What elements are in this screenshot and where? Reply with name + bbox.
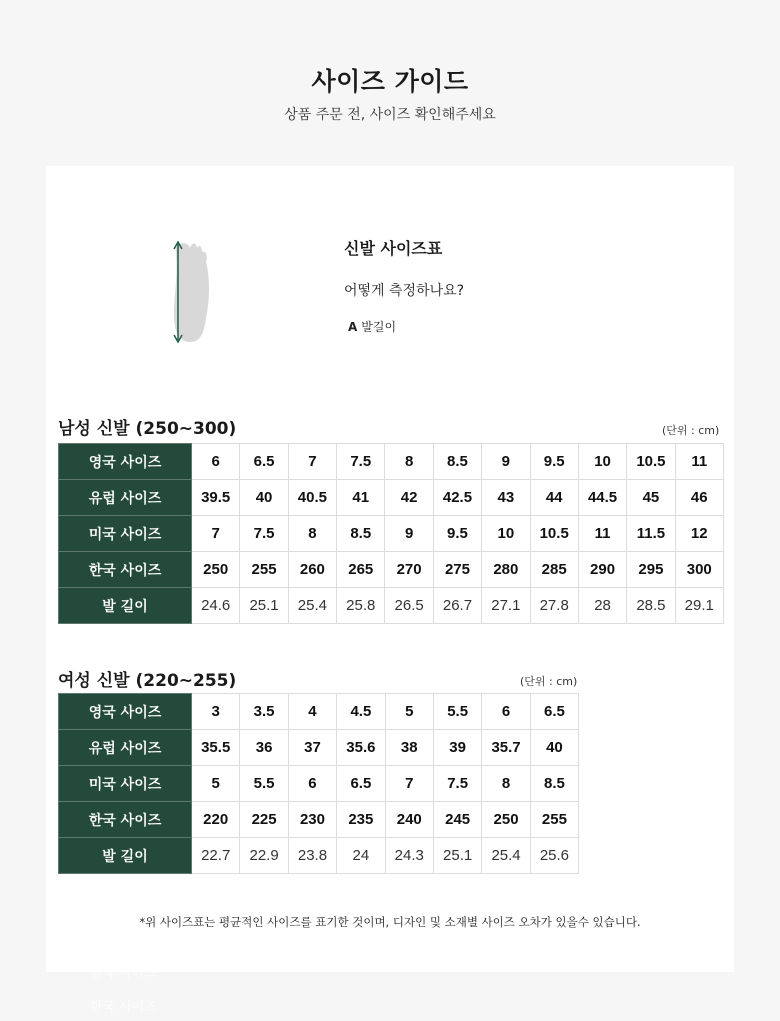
size-cell: 28.5	[627, 588, 675, 624]
size-cell: 39.5	[192, 480, 240, 516]
size-cell: 22.7	[192, 838, 240, 874]
men-size-table	[58, 443, 724, 624]
size-cell: 7.5	[433, 766, 481, 802]
size-cell: 5	[192, 766, 240, 802]
chart-title: 신발 사이즈표	[344, 239, 443, 258]
men-section-title: 남성 신발 (250~300)	[58, 419, 237, 439]
size-cell: 4	[288, 694, 336, 730]
row-header: 영국 사이즈	[59, 694, 192, 730]
size-cell: 10.5	[530, 516, 578, 552]
size-cell: 6.5	[530, 694, 578, 730]
size-cell: 7.5	[337, 444, 385, 480]
size-cell: 245	[433, 802, 481, 838]
size-cell: 27.8	[530, 588, 578, 624]
size-cell: 265	[337, 552, 385, 588]
size-cell: 9	[482, 444, 530, 480]
size-cell: 24.6	[192, 588, 240, 624]
size-cell: 6	[482, 694, 530, 730]
table-row	[59, 444, 724, 480]
size-cell: 9.5	[530, 444, 578, 480]
row-header: 한국 사이즈	[59, 552, 192, 588]
size-cell: 44.5	[578, 480, 626, 516]
size-cell: 26.7	[433, 588, 481, 624]
size-cell: 46	[675, 480, 723, 516]
size-cell: 300	[675, 552, 723, 588]
measure-legend	[348, 318, 396, 335]
foot-length-icon	[166, 238, 226, 348]
table-row	[59, 838, 579, 874]
size-cell: 12	[675, 516, 723, 552]
size-cell: 35.7	[482, 730, 530, 766]
legend-label: 발길이	[361, 320, 397, 334]
table-row	[59, 694, 579, 730]
size-cell: 45	[627, 480, 675, 516]
footnote: *위 사이즈표는 평균적인 사이즈를 표기한 것이며, 디자인 및 소재별 사이즈 오차가 있을수 있습니다.	[139, 915, 641, 929]
size-cell: 8.5	[337, 516, 385, 552]
size-cell: 3	[192, 694, 240, 730]
size-cell: 25.8	[337, 588, 385, 624]
size-cell: 8.5	[433, 444, 481, 480]
size-cell: 230	[288, 802, 336, 838]
size-cell: 255	[530, 802, 578, 838]
size-cell: 7	[385, 766, 433, 802]
row-header: 유럽 사이즈	[59, 730, 192, 766]
row-header: 한국 사이즈	[59, 802, 192, 838]
row-header: 미국 사이즈	[59, 766, 192, 802]
size-cell: 7	[192, 516, 240, 552]
size-cell: 275	[433, 552, 481, 588]
size-cell: 6.5	[240, 444, 288, 480]
women-size-table	[58, 693, 579, 874]
size-cell: 260	[288, 552, 336, 588]
size-cell: 11.5	[627, 516, 675, 552]
size-cell: 225	[240, 802, 288, 838]
size-cell: 10	[482, 516, 530, 552]
size-cell: 280	[482, 552, 530, 588]
size-cell: 36	[240, 730, 288, 766]
size-cell: 295	[627, 552, 675, 588]
size-cell: 24.3	[385, 838, 433, 874]
row-header: 영국 사이즈	[59, 444, 192, 480]
size-cell: 28	[578, 588, 626, 624]
women-unit-label: (단위 : cm)	[520, 675, 578, 688]
size-cell: 42.5	[433, 480, 481, 516]
table-row	[59, 588, 724, 624]
row-header: 발 길이	[59, 588, 192, 624]
size-cell: 8	[385, 444, 433, 480]
page-title: 사이즈 가이드	[311, 67, 469, 96]
women-section-title: 여성 신발 (220~255)	[58, 671, 237, 691]
size-cell: 5.5	[433, 694, 481, 730]
size-cell: 8	[482, 766, 530, 802]
size-cell: 37	[288, 730, 336, 766]
table-row	[59, 802, 579, 838]
row-header: 발 길이	[59, 838, 192, 874]
size-cell: 270	[385, 552, 433, 588]
size-cell: 255	[240, 552, 288, 588]
size-cell: 41	[337, 480, 385, 516]
table-row	[59, 766, 579, 802]
size-cell: 10.5	[627, 444, 675, 480]
men-unit-label: (단위 : cm)	[662, 424, 720, 437]
legend-letter: A	[348, 320, 358, 334]
size-cell: 8.5	[530, 766, 578, 802]
row-header: 유럽 사이즈	[59, 480, 192, 516]
size-cell: 7.5	[240, 516, 288, 552]
size-cell: 6	[288, 766, 336, 802]
size-cell: 8	[288, 516, 336, 552]
size-cell: 25.6	[530, 838, 578, 874]
size-cell: 38	[385, 730, 433, 766]
table-row	[59, 480, 724, 516]
size-cell: 235	[337, 802, 385, 838]
size-cell: 10	[578, 444, 626, 480]
size-cell: 6.5	[337, 766, 385, 802]
size-cell: 290	[578, 552, 626, 588]
size-cell: 44	[530, 480, 578, 516]
row-header: 미국 사이즈	[59, 516, 192, 552]
size-cell: 4.5	[337, 694, 385, 730]
size-cell: 25.1	[433, 838, 481, 874]
size-cell: 9.5	[433, 516, 481, 552]
page-subtitle: 상품 주문 전, 사이즈 확인해주세요	[284, 107, 496, 123]
size-cell: 6	[192, 444, 240, 480]
size-cell: 5.5	[240, 766, 288, 802]
size-cell: 42	[385, 480, 433, 516]
size-cell: 40.5	[288, 480, 336, 516]
size-cell: 40	[530, 730, 578, 766]
size-cell: 22.9	[240, 838, 288, 874]
size-cell: 25.4	[288, 588, 336, 624]
size-cell: 26.5	[385, 588, 433, 624]
table-row	[59, 552, 724, 588]
size-cell: 9	[385, 516, 433, 552]
size-cell: 11	[675, 444, 723, 480]
size-cell: 27.1	[482, 588, 530, 624]
size-cell: 3.5	[240, 694, 288, 730]
size-cell: 43	[482, 480, 530, 516]
size-cell: 29.1	[675, 588, 723, 624]
size-cell: 39	[433, 730, 481, 766]
size-cell: 250	[192, 552, 240, 588]
size-cell: 11	[578, 516, 626, 552]
size-cell: 25.1	[240, 588, 288, 624]
table-row	[59, 730, 579, 766]
size-cell: 220	[192, 802, 240, 838]
size-cell: 5	[385, 694, 433, 730]
table-row	[59, 516, 724, 552]
size-cell: 35.6	[337, 730, 385, 766]
ghost-label: 한국 사이즈	[90, 1000, 157, 1015]
size-cell: 23.8	[288, 838, 336, 874]
how-to-measure: 어떻게 측정하나요?	[344, 283, 465, 299]
size-cell: 250	[482, 802, 530, 838]
size-cell: 35.5	[192, 730, 240, 766]
size-cell: 24	[337, 838, 385, 874]
size-cell: 285	[530, 552, 578, 588]
size-cell: 40	[240, 480, 288, 516]
ghost-label: 한국 사이즈	[90, 966, 157, 981]
size-cell: 25.4	[482, 838, 530, 874]
size-cell: 7	[288, 444, 336, 480]
size-cell: 240	[385, 802, 433, 838]
